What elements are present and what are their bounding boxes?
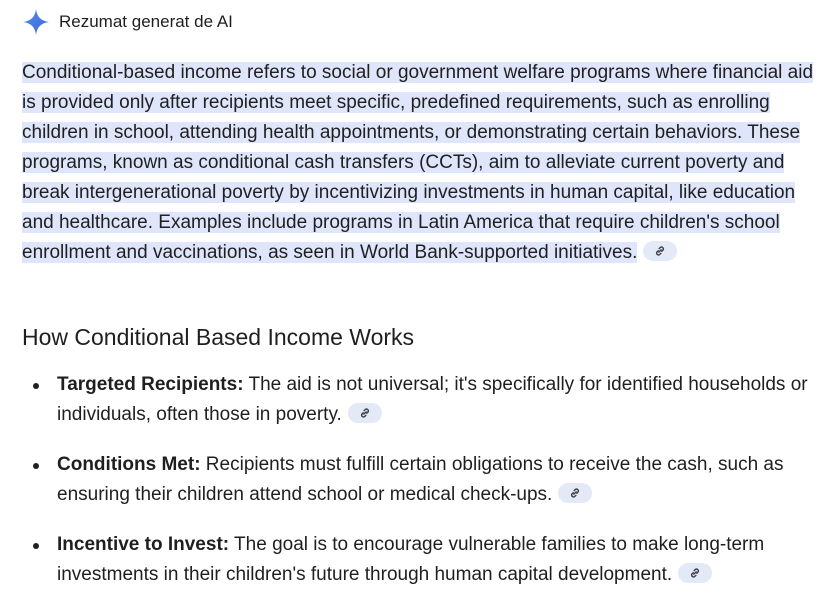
bullet-dot	[33, 543, 39, 549]
bullet-title: Conditions Met:	[57, 454, 201, 475]
bullet-text: Recipients must fulfill certain obligations to receive the cash, such as ensuring their children attend school or medical check-ups.	[57, 454, 784, 505]
source-link-button[interactable]	[558, 483, 592, 503]
summary-text: Conditional-based income refers to social or government welfare programs where financial aid is provided only after recipients meet specific, predefined requirements, such as enrolling children in school, attending health appointments, or demonstrating certain behaviors. These programs, known as conditional cash transfers (CCTs), aim to alleviate current poverty and break intergenerational poverty by incentivizing investments in human capital, like education and healthcare. Examples include programs in Latin America that require children's school enrollment and vaccinations, as seen in World Bank-supported initiatives.	[22, 62, 814, 263]
list-item	[22, 450, 822, 510]
bullet-title: Incentive to Invest:	[57, 534, 230, 555]
summary-paragraph	[22, 58, 822, 268]
bullet-text: The goal is to encourage vulnerable families to make long-term investments in their children's future through human capital development.	[57, 534, 765, 585]
source-link-button[interactable]	[348, 403, 382, 423]
source-link-button[interactable]	[643, 241, 677, 261]
section-heading: How Conditional Based Income Works	[22, 324, 415, 350]
sparkle-icon	[22, 8, 50, 36]
bullet-text: The aid is not universal; it's specifically for identified households or individuals, often those in poverty.	[57, 374, 808, 425]
bullet-title: Targeted Recipients:	[57, 374, 244, 395]
list-item	[22, 370, 822, 430]
list-item	[22, 530, 822, 590]
link-icon	[653, 244, 667, 258]
ai-summary-title: Rezumat generat de AI	[59, 12, 233, 31]
link-icon	[358, 406, 372, 420]
bullet-dot	[33, 383, 39, 389]
link-icon	[568, 486, 582, 500]
link-icon	[688, 566, 702, 580]
bullet-dot	[33, 463, 39, 469]
bullet-list	[22, 370, 822, 610]
ai-summary-header	[22, 8, 233, 36]
source-link-button[interactable]	[678, 563, 712, 583]
